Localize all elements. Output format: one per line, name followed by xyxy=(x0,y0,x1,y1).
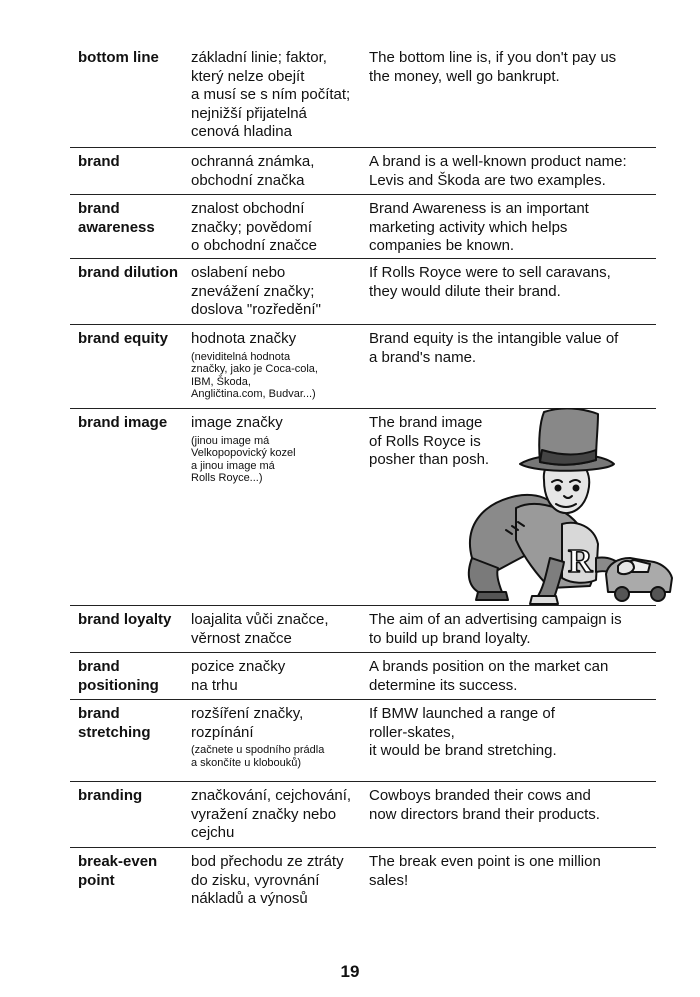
entry-czech-translation: image značky (jinou image má Velkopopovický kozel a jinou image má Rolls Royce...) xyxy=(191,409,369,605)
entry-term: brand awareness xyxy=(78,200,155,236)
entry-english-example: A brand is a well-known product name: Levis and Škoda are two examples. xyxy=(369,153,627,189)
page-number: 19 xyxy=(340,962,360,981)
entry-note: (začnete u spodního prádla a skončíte u klobouků) xyxy=(191,744,325,769)
entry-term: branding xyxy=(78,787,143,804)
glossary-entry-brand-equity xyxy=(70,325,656,409)
entry-term: brand positioning xyxy=(78,658,159,694)
entry-term: brand loyalty xyxy=(78,611,172,628)
glossary-entry-brand-dilution xyxy=(70,259,656,325)
entry-english-example: The break even point is one million sales! xyxy=(369,853,601,889)
entry-czech-translation: pozice značky na trhu xyxy=(191,658,286,694)
entry-term: brand dilution xyxy=(78,264,178,281)
entry-czech-translation: základní linie; faktor, který nelze obejít a musí se s ním počítat; nejnižší přijatelná cenová hladina xyxy=(191,49,351,140)
glossary-entry-brand xyxy=(70,148,656,195)
entry-term: brand stretching xyxy=(78,705,151,741)
entry-english-example: The bottom line is, if you don't pay us the money, well go bankrupt. xyxy=(369,49,617,85)
entry-english-example: Cowboys branded their cows and now directors brand their products. xyxy=(369,787,600,823)
entry-czech-translation: ochranná známka, obchodní značka xyxy=(191,153,315,189)
entry-english-example: Brand equity is the intangible value of a brand's name. xyxy=(369,330,619,366)
glossary-entry-bottom-line xyxy=(70,44,656,148)
glossary-entry-brand-stretching xyxy=(70,700,656,782)
entry-english-example: If Rolls Royce were to sell caravans, they would dilute their brand. xyxy=(369,264,611,300)
entry-term: brand equity xyxy=(78,330,169,347)
entry-english-example: If BMW launched a range of roller-skates, it would be brand stretching. xyxy=(369,705,557,759)
entry-english-example: The brand image of Rolls Royce is posher than posh. xyxy=(369,414,490,468)
glossary-entry-brand-awareness xyxy=(70,195,656,259)
letter-r-emblem: R xyxy=(568,543,593,580)
entry-term: break-even point xyxy=(78,853,158,889)
entry-czech-translation: rozšíření značky, rozpínání (začnete u spodního prádla a skončíte u klobouků) xyxy=(191,700,369,781)
entry-note: (jinou image má Velkopopovický kozel a jinou image má Rolls Royce...) xyxy=(191,434,296,484)
entry-czech-translation: oslabení nebo znevážení značky; doslova "rozředění" xyxy=(191,264,321,318)
entry-czech-translation: bod přechodu ze ztráty do zisku, vyrovnání nákladů a výnosů xyxy=(191,853,344,907)
entry-english-example: The aim of an advertising campaign is to build up brand loyalty. xyxy=(369,611,622,647)
entry-czech-translation: znalost obchodní značky; povědomí o obchodní značce xyxy=(191,200,317,254)
entry-note: (neviditelná hodnota značky, jako je Coca-cola, IBM, Škoda, Angličtina.com, Budvar...) xyxy=(191,350,318,400)
entry-czech-translation: loajalita vůči značce, věrnost značce xyxy=(191,611,329,647)
glossary-entry-brand-positioning xyxy=(70,653,656,700)
entry-term: brand image xyxy=(78,414,168,431)
entry-czech-translation: značkování, cejchování, vyražení značky nebo cejchu xyxy=(191,787,352,841)
glossary-entry-brand-loyalty xyxy=(70,606,656,653)
entry-english-example: A brands position on the market can determine its success. xyxy=(369,658,609,694)
entry-english-example: Brand Awareness is an important marketing activity which helps companies be known. xyxy=(369,200,589,254)
glossary-entry-branding xyxy=(70,782,656,848)
crawling-top-hat-man-illustration xyxy=(458,408,680,608)
entry-term: brand xyxy=(78,153,120,170)
glossary-entry-break-even-point xyxy=(70,848,656,914)
entry-czech-translation: hodnota značky (neviditelná hodnota značky, jako je Coca-cola, IBM, Škoda, Angličtina.com, Budvar...) xyxy=(191,325,369,408)
entry-term: bottom line xyxy=(78,49,159,66)
